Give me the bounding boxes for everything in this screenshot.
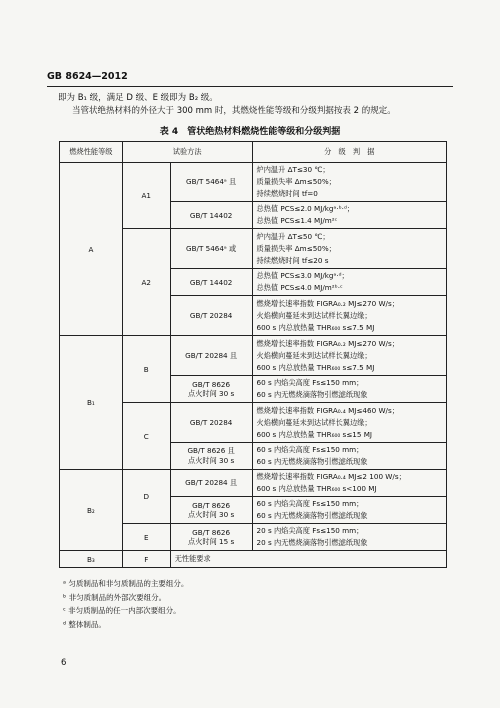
criteria-cell <box>252 163 446 202</box>
criteria-cell <box>252 443 446 470</box>
intro-line-2: 当管状绝热材料的外径大于 300 mm 时，其燃烧性能等级和分级判据按表 2 的规定。 <box>72 106 396 116</box>
sublevel-cell: D <box>122 470 170 524</box>
table-row <box>60 336 447 376</box>
footnote-c: ᶜ 非匀质制品的任一内部次要组分。 <box>63 606 181 615</box>
criterion-line: 60 s 内焰尖高度 Fs≤150 mm； <box>256 378 364 387</box>
criterion-line: 火焰横向蔓延未到达试样长翼边缘； <box>256 310 372 320</box>
intro-line-1: 即为 B₁ 级，满足 D 级、E 级即为 B₂ 级。 <box>58 93 218 103</box>
sublevel-cell: C <box>122 403 170 470</box>
criterion-line: 60 s 内无燃烧滴落物引燃滤纸现象 <box>256 511 368 520</box>
footnote-b: ᵇ 非匀质制品的外部次要组分。 <box>63 592 167 602</box>
table-row <box>60 470 447 497</box>
criterion-line: 燃烧增长速率指数 FIGRA₀.₄ MJ≤2 100 W/s； <box>256 472 406 481</box>
criteria-cell <box>252 336 446 376</box>
criterion-line: 600 s 内总放热量 THR₆₀₀ s≤7.5 MJ <box>256 322 375 332</box>
footnotes <box>63 577 188 631</box>
criterion-line: 炉内温升 ΔT≤30 ℃； <box>256 165 330 174</box>
criterion-line: 质量损失率 Δm≤50%； <box>256 177 336 186</box>
criteria-cell <box>252 202 446 229</box>
criterion-line: 质量损失率 Δm≤50%； <box>256 243 336 253</box>
no-requirement-cell: 无性能要求 <box>170 551 446 568</box>
level-cell: A <box>60 163 123 336</box>
col-header-method: 试验方法 <box>122 142 252 163</box>
method-cell: GB/T 8626 点火时间 15 s <box>170 524 252 551</box>
method-cell: GB/T 8626 点火时间 30 s <box>170 376 252 403</box>
table-body <box>60 163 447 568</box>
criteria-cell <box>252 470 446 497</box>
criterion-line: 600 s 内总放热量 THR₆₀₀ s<100 MJ <box>256 484 377 493</box>
level-cell: B₁ <box>60 336 123 470</box>
criteria-cell <box>252 376 446 403</box>
criteria-cell <box>252 296 446 336</box>
criteria-cell <box>252 269 446 296</box>
footnote-a: ᵃ 匀质制品和非匀质制品的主要组分。 <box>63 579 189 588</box>
table-row <box>60 551 447 568</box>
criteria-cell <box>252 403 446 443</box>
criterion-line: 总热值 PCS≤3.0 MJ/kgᵃ·ᵈ； <box>256 271 349 280</box>
criteria-cell <box>252 497 446 524</box>
method-cell: GB/T 20284 且 <box>170 336 252 376</box>
sublevel-cell: B <box>122 336 170 403</box>
criterion-line: 燃烧增长速率指数 FIGRA₀.₂ MJ≤270 W/s； <box>256 338 399 348</box>
footnote-d: ᵈ 整体制品。 <box>63 619 106 629</box>
criterion-line: 20 s 内焰尖高度 Fs≤150 mm； <box>256 526 364 535</box>
col-header-level: 燃烧性能等级 <box>60 142 123 163</box>
criterion-line: 60 s 内无燃烧滴落物引燃滤纸现象 <box>256 390 368 399</box>
level-cell: B₃ <box>60 551 123 568</box>
criterion-line: 60 s 内无燃烧滴落物引燃滤纸现象 <box>256 457 368 466</box>
criterion-line: 持续燃烧时间 tf≤20 s <box>256 255 329 265</box>
criterion-line: 总热值 PCS≤2.0 MJ/kgᵃ·ᵇ·ᵈ； <box>256 204 355 213</box>
header-rule <box>47 86 453 87</box>
criterion-line: 燃烧增长速率指数 FIGRA₀.₄ MJ≤460 W/s； <box>256 405 399 415</box>
criterion-line: 600 s 内总放热量 THR₆₀₀ s≤15 MJ <box>256 429 373 439</box>
grading-table <box>59 141 447 568</box>
sublevel-cell: F <box>122 551 170 568</box>
method-cell: GB/T 20284 <box>170 296 252 336</box>
level-cell: B₂ <box>60 470 123 551</box>
criterion-line: 60 s 内焰尖高度 Fs≤150 mm； <box>256 445 364 454</box>
criterion-line: 火焰横向蔓延未到达试样长翼边缘； <box>256 350 372 360</box>
method-cell: GB/T 20284 <box>170 403 252 443</box>
criterion-line: 炉内温升 ΔT≤50 ℃； <box>256 231 330 241</box>
criterion-line: 火焰横向蔓延未到达试样长翼边缘； <box>256 417 372 427</box>
criterion-line: 60 s 内焰尖高度 Fs≤150 mm； <box>256 499 364 508</box>
method-cell: GB/T 14402 <box>170 269 252 296</box>
table-caption: 表 4 管状绝热材料燃烧性能等级和分级判据 <box>159 127 341 137</box>
method-cell: GB/T 5464ᵃ 或 <box>170 229 252 269</box>
criterion-line: 燃烧增长速率指数 FIGRA₀.₂ MJ≤270 W/s； <box>256 298 399 308</box>
col-header-criteria: 分 级 判 据 <box>252 142 446 163</box>
sublevel-cell: E <box>122 524 170 551</box>
method-cell: GB/T 8626 点火时间 30 s <box>170 497 252 524</box>
method-cell: GB/T 20284 且 <box>170 470 252 497</box>
criteria-cell <box>252 229 446 269</box>
criterion-line: 20 s 内无燃烧滴落物引燃滤纸现象 <box>256 538 368 547</box>
method-cell: GB/T 5464ᵃ 且 <box>170 163 252 202</box>
criterion-line: 600 s 内总放热量 THR₆₀₀ s≤7.5 MJ <box>256 362 375 372</box>
criteria-cell <box>252 524 446 551</box>
criterion-line: 总热值 PCS≤1.4 MJ/m²ᶜ <box>256 216 338 225</box>
criterion-line: 总热值 PCS≤4.0 MJ/m²ᵇ·ᶜ <box>256 283 343 292</box>
page-number: 6 <box>61 658 67 668</box>
method-cell: GB/T 14402 <box>170 202 252 229</box>
method-cell: GB/T 8626 且 点火时间 30 s <box>170 443 252 470</box>
document-header: GB 8624—2012 <box>47 71 128 82</box>
table-row <box>60 163 447 202</box>
criterion-line: 持续燃烧时间 tf=0 <box>256 189 318 198</box>
sublevel-cell: A1 <box>122 163 170 229</box>
sublevel-cell: A2 <box>122 229 170 336</box>
